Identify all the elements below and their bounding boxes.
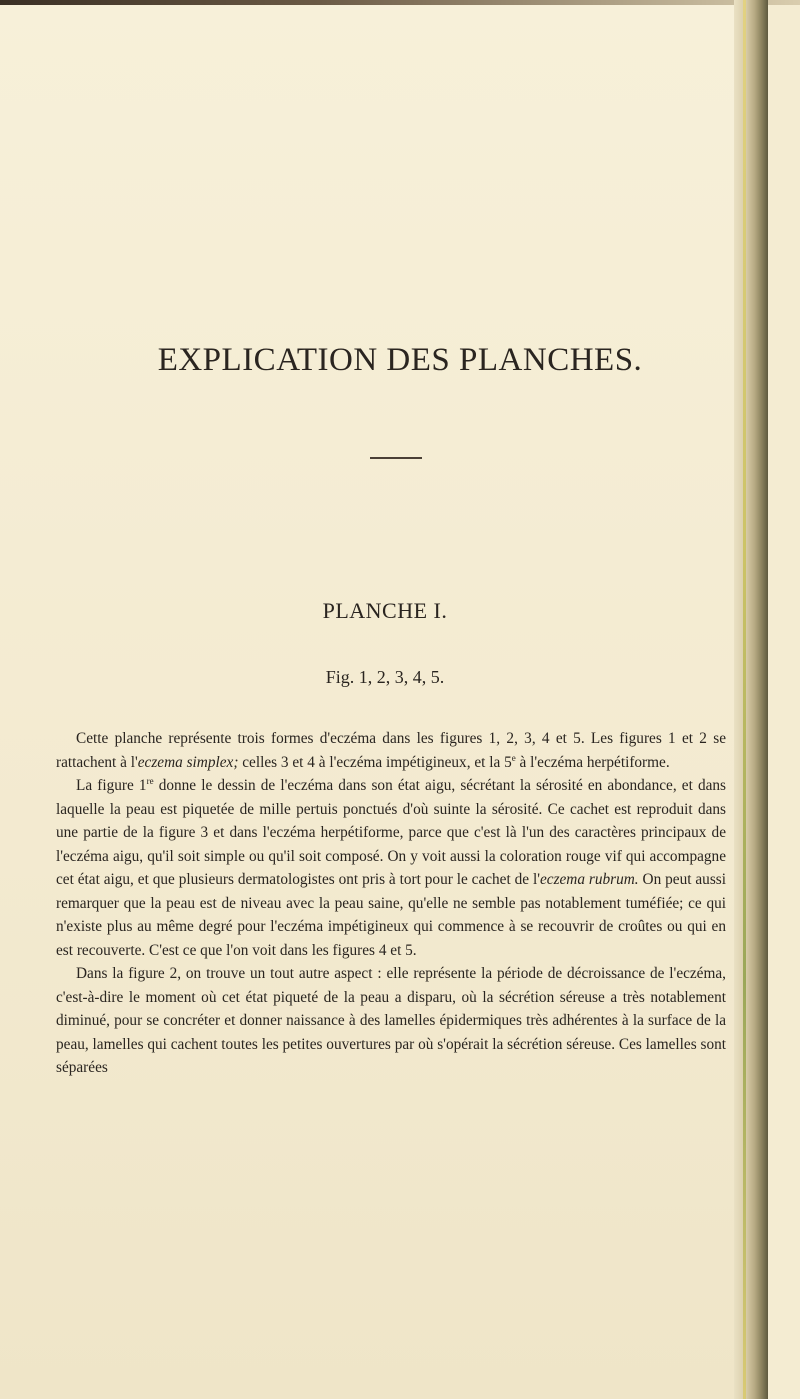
book-binding — [734, 0, 768, 1399]
italic-term: eczema simplex; — [137, 753, 239, 771]
body-text — [56, 727, 726, 1080]
paragraph — [56, 774, 726, 962]
binding-edge — [743, 0, 746, 1399]
text-segment: Cette planche représente trois formes d'eczéma dans les figures 1, 2, 3, 4 et 5. Les figures 1 et 2 se rattachent à l' — [56, 730, 726, 771]
page-top-edge — [0, 0, 800, 5]
title-divider — [370, 457, 422, 459]
paragraph — [56, 962, 726, 1080]
plate-heading: PLANCHE I. — [322, 598, 448, 623]
superscript: e — [511, 752, 516, 763]
text-segment: On peut aussi remarquer que la peau est de niveau avec la peau saine, qu'elle ne semble pas notablement tuméfiée; ce qui n'existe plus au même degré pour l'eczéma impétigineux qui commence à se recouvrir de croûtes ou qui en est recouverte. C'est ce que l'on voit dans les figures 4 et 5. — [56, 871, 726, 959]
text-segment: donne le dessin de l'eczéma dans son état aigu, sécrétant la sérosité en abondance, et dans laquelle la peau est piquetée de mille pertuis ponctués d'où suinte la sérosité. Ce cachet est reproduit dans une partie de la figure 3 et dans l'eczéma herpétiforme, parce que c'est là l'un des caractères principaux de l'eczéma aigu, qu'il soit simple ou qu'il soit composé. On y voit aussi la coloration rouge vif qui accompagne cet état aigu, et que plusieurs dermatologistes ont pris à tort pour le cachet de l' — [56, 777, 726, 888]
text-segment: Dans la figure 2, on trouve un tout autre aspect : elle représente la période de décroissance de l'eczéma, c'est-à-dire le moment où cet état piqueté de la peau a disparu, où la sécrétion séreuse a très notablement diminué, pour se concréter et donner naissance à des lamelles épidermiques très adhérentes à la surface de la peau, lamelles qui cachent toutes les petites ouvertures par où s'opérait la sécrétion séreuse. Ces lamelles sont séparées — [56, 965, 726, 1076]
figure-reference: Fig. 1, 2, 3, 4, 5. — [325, 667, 445, 687]
text-segment: celles 3 et 4 à l'eczéma impétigineux, et la 5 — [238, 753, 512, 771]
text-segment: La figure 1 — [76, 777, 147, 794]
paragraph — [56, 727, 726, 774]
text-segment: à l'eczéma herpétiforme. — [515, 753, 670, 771]
italic-term: eczema rubrum. — [539, 871, 639, 888]
superscript: re — [146, 775, 154, 786]
page-title: EXPLICATION DES PLANCHES. — [157, 342, 643, 378]
